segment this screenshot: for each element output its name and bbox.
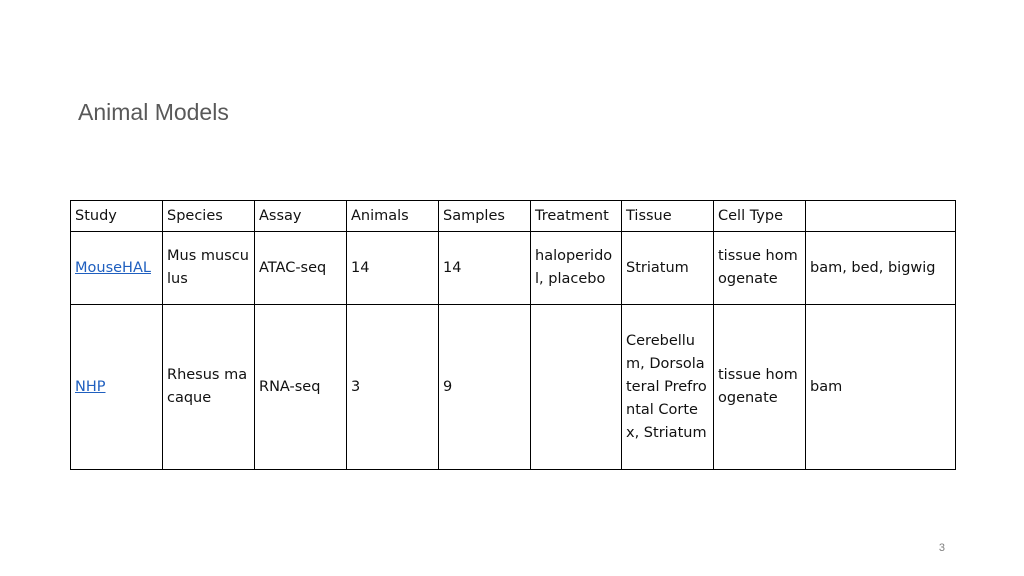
cell-tissue: Cerebellum, Dorsolateral Prefrontal Cortex, Striatum — [622, 305, 714, 470]
header-files — [806, 201, 956, 232]
cell-animals: 14 — [347, 232, 439, 305]
header-treatment: Treatment — [531, 201, 622, 232]
cell-treatment: haloperidol, placebo — [531, 232, 622, 305]
cell-species: Mus musculus — [163, 232, 255, 305]
cell-files: bam, bed, bigwig — [806, 232, 956, 305]
cell-tissue: Striatum — [622, 232, 714, 305]
cell-cell-type: tissue homogenate — [714, 305, 806, 470]
table-header-row — [71, 201, 956, 232]
slide-title: Animal Models — [78, 99, 229, 125]
header-study: Study — [71, 201, 163, 232]
header-tissue: Tissue — [622, 201, 714, 232]
study-link-mousehal[interactable]: MouseHAL — [75, 259, 151, 276]
header-animals: Animals — [347, 201, 439, 232]
cell-study — [71, 232, 163, 305]
cell-assay: RNA-seq — [255, 305, 347, 470]
header-cell-type: Cell Type — [714, 201, 806, 232]
header-assay: Assay — [255, 201, 347, 232]
header-samples: Samples — [439, 201, 531, 232]
table-row — [71, 232, 956, 305]
cell-species: Rhesus macaque — [163, 305, 255, 470]
cell-cell-type: tissue homogenate — [714, 232, 806, 305]
cell-samples: 9 — [439, 305, 531, 470]
cell-samples: 14 — [439, 232, 531, 305]
table-row — [71, 305, 956, 470]
page-number: 3 — [938, 542, 945, 554]
cell-files: bam — [806, 305, 956, 470]
cell-assay: ATAC-seq — [255, 232, 347, 305]
animal-models-table — [70, 200, 956, 470]
header-species: Species — [163, 201, 255, 232]
cell-treatment — [531, 305, 622, 470]
study-link-nhp[interactable]: NHP — [75, 378, 106, 395]
cell-study — [71, 305, 163, 470]
cell-animals: 3 — [347, 305, 439, 470]
